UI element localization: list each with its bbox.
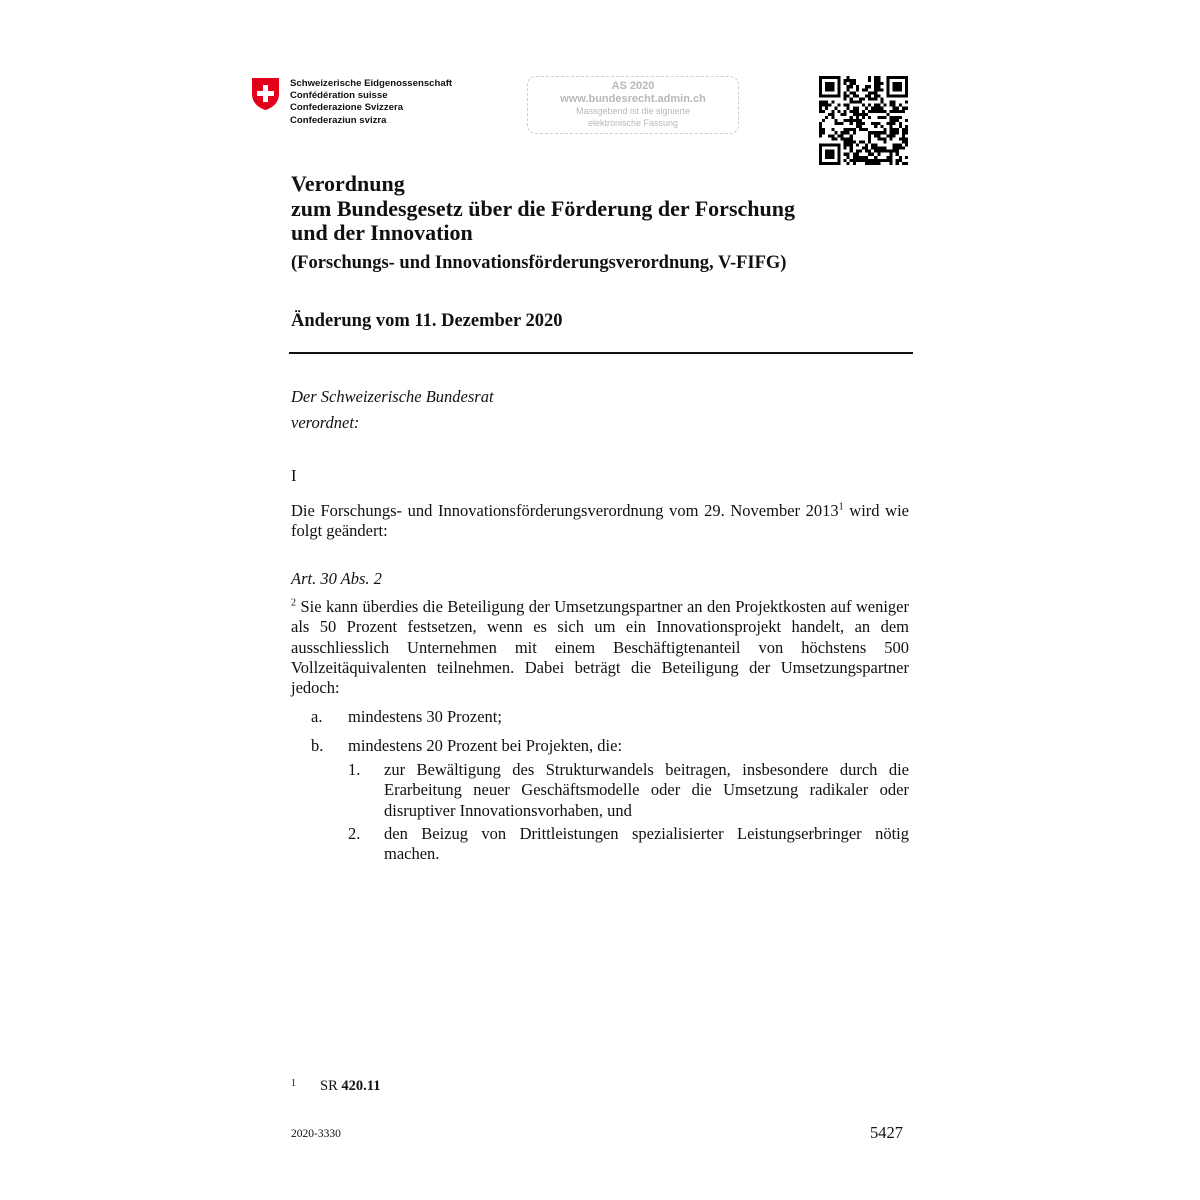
confederation-line-it: Confederazione Svizzera: [290, 102, 404, 114]
list-item-text: mindestens 30 Prozent;: [348, 707, 502, 726]
issuer-block: [291, 384, 494, 436]
title-line: Verordnung: [291, 171, 405, 196]
sub-item-marker: 2.: [348, 824, 361, 843]
footnote-reference: 420.11: [341, 1078, 381, 1094]
swiss-cross-icon: [251, 77, 280, 111]
intro-text-end: wird wie folgt geändert:: [291, 501, 909, 540]
paragraph-number: 2: [291, 597, 296, 609]
list-item-marker: a.: [311, 707, 323, 726]
article-paragraph: [291, 597, 909, 698]
document-title: [291, 172, 795, 246]
stamp-website: www.bundesrecht.admin.ch: [560, 93, 706, 105]
issuer-verb: verordnet:: [291, 413, 360, 432]
title-line: zum Bundesgesetz über die Förderung der Forschung: [291, 195, 795, 221]
qr-code-icon: [819, 76, 908, 165]
footnote-number: 1: [291, 1078, 296, 1089]
section-number: I: [291, 466, 297, 485]
intro-paragraph: [291, 501, 909, 541]
confederation-name: [290, 78, 452, 127]
title-divider: [289, 352, 913, 354]
document-id: 2020-3330: [291, 1128, 341, 1140]
stamp-note-1: Massgebend ist die signierte: [575, 106, 691, 116]
list-item-marker: b.: [311, 736, 324, 755]
paragraph-text: Sie kann überdies die Beteiligung der Umsetzungspartner an den Projektkosten auf weniger als 50 Prozent festsetzen, wenn es sich um ein Innovationsprojekt handelt, an dem ausschliesslich Unternehmen mit einem Beschäftigtenanteil von höchstens 500 Vollzeitäquivalenten teilnehmen. Dabei beträgt die Beteiligung der Umsetzungspartner jedoch:: [291, 597, 910, 698]
amendment-date: Änderung vom 11. Dezember 2020: [291, 311, 563, 331]
confederation-line-de: Schweizerische Eidgenossenschaft: [290, 78, 453, 89]
document-subtitle: (Forschungs- und Innovationsförderungsverordnung, V-FIFG): [291, 253, 787, 273]
stamp-note-2: elektronische Fassung: [587, 118, 679, 128]
article-reference: Art. 30 Abs. 2: [291, 569, 382, 588]
confederation-line-rm: Confederaziun svizra: [290, 114, 387, 126]
sub-item-text: den Beizug von Drittleistungen spezialisierter Leistungserbringer nötig machen.: [384, 824, 909, 864]
confederation-line-fr: Confédération suisse: [290, 90, 388, 102]
issuer-name: Der Schweizerische Bundesrat: [291, 387, 494, 406]
footnote: [291, 1078, 380, 1095]
intro-text: Die Forschungs- und Innovationsförderungsverordnung vom 29. November 2013: [291, 501, 839, 520]
official-publication-stamp: [527, 76, 739, 134]
list-item-text: mindestens 20 Prozent bei Projekten, die:: [348, 736, 623, 755]
sub-item-marker: 1.: [348, 760, 361, 779]
page-number: 5427: [870, 1123, 903, 1142]
footnote-ref: 1: [838, 501, 844, 513]
footnote-prefix: SR: [320, 1078, 338, 1094]
sub-item-text: zur Bewältigung des Strukturwandels beitragen, insbesondere durch die Erarbeitung neuer Geschäftsmodelle oder die Umsetzung radikaler oder disruptiver Innovationsvorhaben, und: [384, 760, 909, 820]
stamp-collection: AS 2020: [611, 80, 655, 92]
title-line: und der Innovation: [291, 220, 473, 245]
